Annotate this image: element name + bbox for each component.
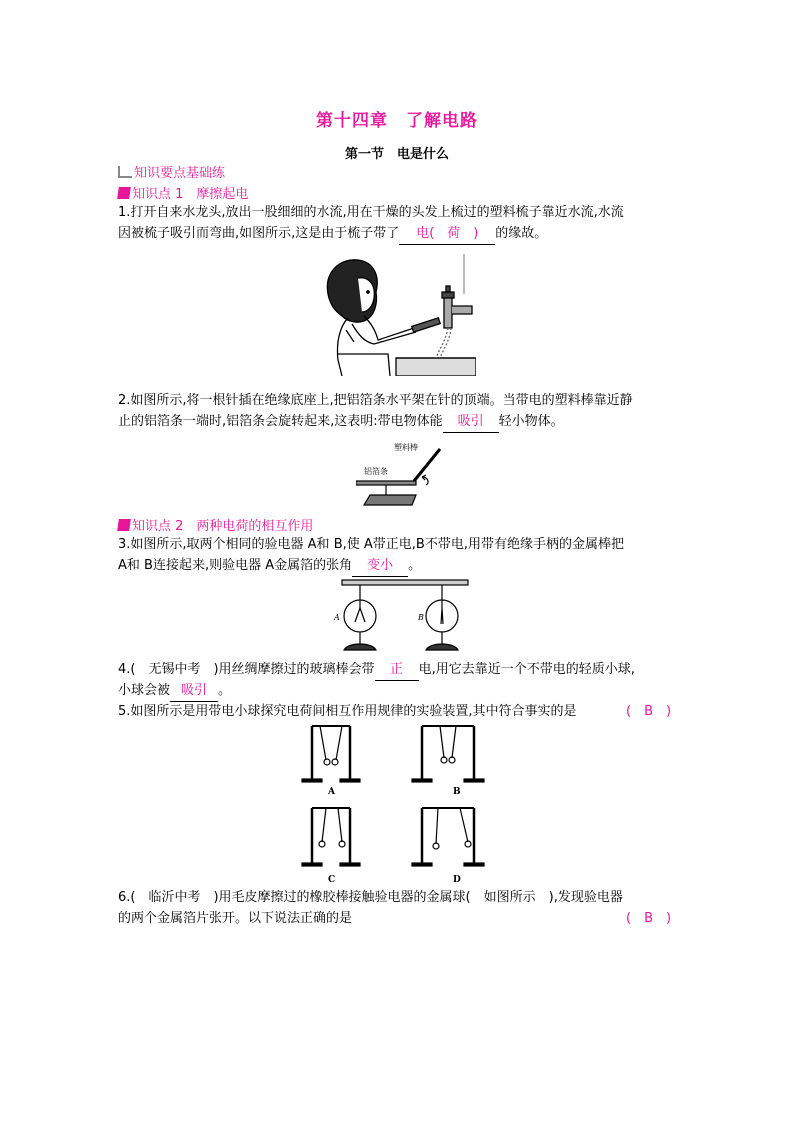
girl-comb-water-figure — [318, 254, 476, 376]
header-bracket-icon — [118, 166, 132, 178]
foil-label: 铝箔条 — [364, 467, 388, 476]
q4-answer1-blank[interactable]: 正 — [375, 659, 419, 681]
knowledge-point-2 — [118, 515, 313, 534]
q6-line1: 6.( 临沂中考 )用毛皮摩擦过的橡胶棒接触验电器的金属球( 如图所示 ),发现验电器 — [118, 890, 623, 905]
electroscope-b-label: B — [418, 613, 424, 622]
q3-text-end: 。 — [408, 558, 422, 573]
foil-rod-figure — [356, 441, 446, 507]
q6-line2 — [118, 908, 678, 929]
q4-text: 4.( 无锡中考 )用丝绸摩擦过的玻璃棒会带 — [118, 662, 375, 677]
q2-text-end: 轻小物体。 — [498, 414, 564, 429]
practice-header — [118, 162, 225, 181]
q4-text-end: 。 — [218, 683, 232, 698]
q3-line1: 3.如图所示,取两个相同的验电器 A和 B,使 A带正电,B不带电,用带有绝缘手柄的金属棒把 — [118, 537, 624, 552]
q5-answer: ( B ) — [626, 704, 672, 719]
electroscopes-figure — [330, 578, 470, 654]
electroscope-a-label: A — [334, 613, 340, 622]
q1-line2 — [118, 223, 678, 245]
q3-answer-blank[interactable]: 变小 — [352, 555, 408, 577]
knowledge-point-label: 知识点 1 摩擦起电 — [132, 187, 249, 202]
q4-answer2-blank[interactable]: 吸引 — [170, 680, 218, 702]
q1-text: 因被梳子吸引而弯曲,如图所示,这是由于梳子带了 — [118, 226, 400, 241]
q1-answer-blank[interactable]: 电( 荷 ) — [399, 223, 495, 245]
q6-text: 的两个金属箔片张开。以下说法正确的是 — [118, 911, 353, 926]
q2-line1: 2.如图所示,将一根针插在绝缘底座上,把铝箔条水平架在针的顶端。当带电的塑料棒靠近静 — [118, 393, 633, 408]
q4-line1 — [118, 659, 678, 681]
option-c-label: C — [328, 875, 336, 885]
q3-line2 — [118, 555, 678, 577]
q2-text: 止的铝箔条一端时,铝箔条会旋转起来,这表明:带电物体能 — [118, 414, 443, 429]
q1-text-end: 的缘故。 — [495, 226, 548, 241]
q2-line2 — [118, 411, 678, 433]
q3-text: A和 B连接起来,则验电器 A金属箔的张角 — [118, 558, 353, 573]
q1-line1: 1.打开自来水龙头,放出一股细细的水流,用在干燥的头发上梳过的塑料梳子靠近水流,水流 — [118, 205, 624, 220]
q4-text-mid: 电,用它去靠近一个不带电的轻质小球, — [418, 662, 635, 677]
flag-icon — [117, 187, 131, 199]
option-c-apparatus — [302, 808, 360, 866]
knowledge-point-1 — [118, 183, 248, 202]
option-d-label: D — [453, 875, 461, 885]
option-b-apparatus — [412, 726, 484, 782]
knowledge-point-label: 知识点 2 两种电荷的相互作用 — [132, 519, 314, 534]
q6-answer: ( B ) — [626, 911, 672, 926]
flag-icon — [117, 519, 131, 531]
q2-answer-blank[interactable]: 吸引 — [443, 411, 499, 433]
q5-line1 — [118, 701, 678, 722]
option-a-label: A — [328, 787, 335, 797]
q4-line2 — [118, 680, 678, 702]
practice-header-text: 知识要点基础练 — [134, 166, 226, 181]
charged-balls-figure — [298, 722, 498, 894]
section-title: 第一节 电是什么 — [344, 147, 449, 162]
option-b-label: B — [453, 787, 461, 797]
option-a-apparatus — [302, 726, 360, 782]
rod-label: 塑料棒 — [394, 443, 418, 452]
q4-text2: 小球会被 — [118, 683, 171, 698]
chapter-title: 第十四章 了解电路 — [316, 111, 478, 131]
q5-text: 5.如图所示是用带电小球探究电荷间相互作用规律的实验装置,其中符合事实的是 — [118, 704, 577, 719]
option-d-apparatus — [412, 808, 484, 866]
